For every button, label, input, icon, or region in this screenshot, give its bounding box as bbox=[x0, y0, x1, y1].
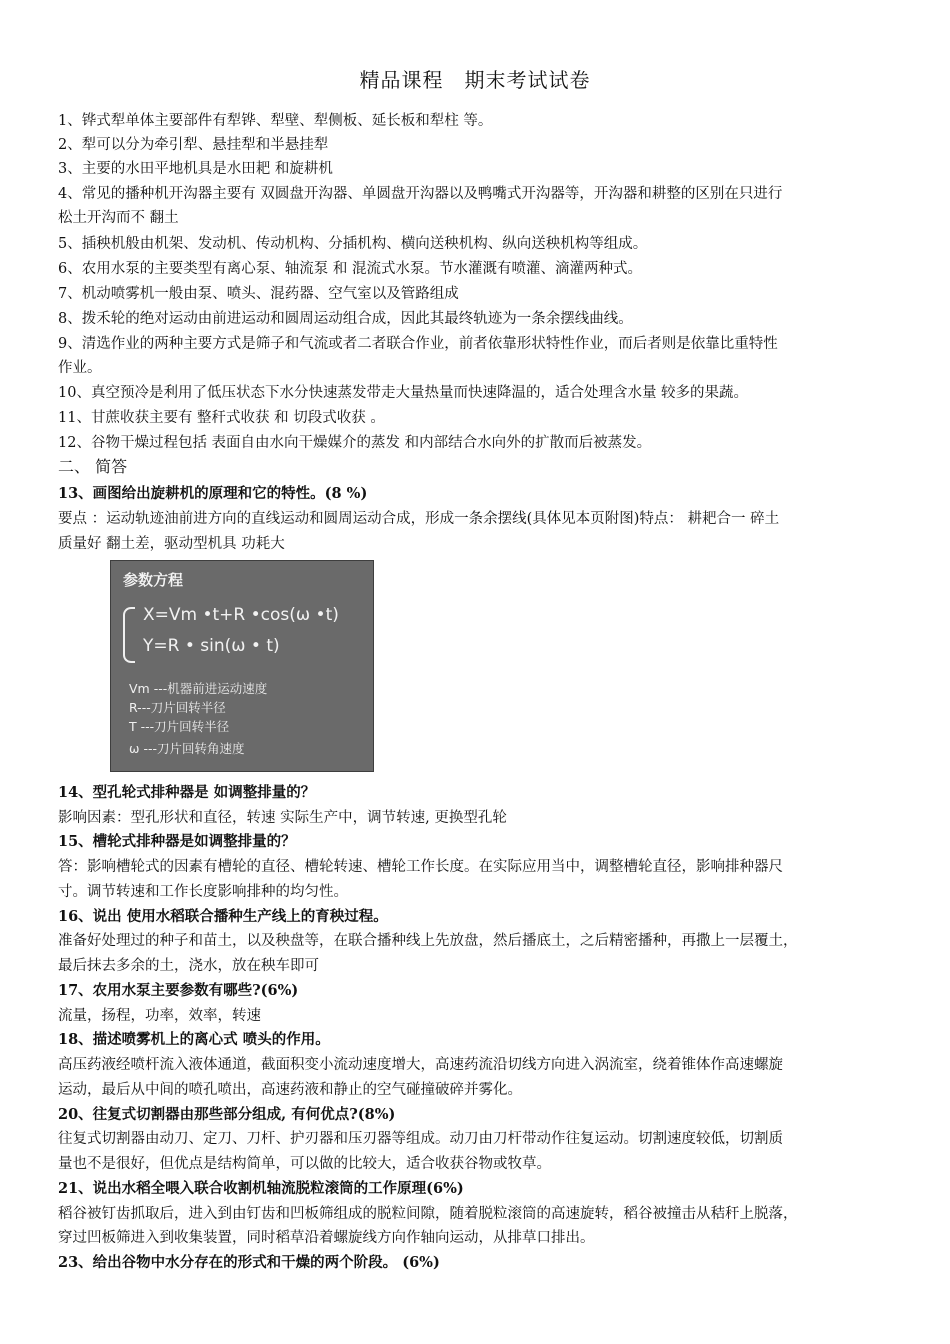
question-heading: 14、型孔轮式排种器是 如调整排量的？ bbox=[58, 784, 316, 801]
answer-line: 运动，最后从中间的喷孔喷出，高速药液和静止的空气碰撞破碎并雾化。 bbox=[58, 1082, 522, 1098]
question-line: 11、甘蔗收获主要有 整秆式收获 和 切段式收获 。 bbox=[58, 410, 385, 426]
question-heading: 16、说出 使用水稻联合播种生产线上的育秧过程。 bbox=[58, 908, 388, 925]
question-line: 5、插秧机般由机架、发动机、传动机构、分插机构、横向送秧机构、纵向送秧机构等组成。 bbox=[58, 236, 648, 252]
question-line: 松土开沟而不 翻土 bbox=[58, 210, 179, 226]
question-line: 6、农用水泵的主要类型有离心泵、轴流泵 和 混流式水泵。节水灌溉有喷灌、滴灌两种式。 bbox=[58, 261, 642, 277]
question-line: 10、真空预冷是利用了低压状态下水分快速蒸发带走大量热量而快速降温的，适合处理含水量 较多的果蔬。 bbox=[58, 385, 749, 401]
question-heading: 18、描述喷雾机上的离心式 喷头的作用。 bbox=[58, 1031, 330, 1048]
answer-line: 穿过凹板筛进入到收集装置，同时稻草沿着螺旋线方向作轴向运动，从排草口排出。 bbox=[58, 1230, 595, 1246]
legend-item: Vm ---机器前进运动速度 bbox=[129, 681, 268, 696]
question-heading: 17、农用水泵主要参数有哪些?(6%) bbox=[58, 982, 299, 999]
question-line: 9、清选作业的两种主要方式是筛子和气流或者二者联合作业，前者依靠形状特性作业，而后者则是依靠比重特性 bbox=[58, 336, 778, 352]
question-heading: 15、槽轮式排种器是如调整排量的？ bbox=[58, 833, 296, 850]
page-title: 精品课程 期末考试试卷 bbox=[359, 68, 591, 92]
answer-line: 往复式切割器由动刀、定刀、刀杆、护刃器和压刃器等组成。动刀由刀杆带动作往复运动。切割速度较低，切割质 bbox=[58, 1131, 783, 1147]
brace-icon bbox=[123, 607, 135, 663]
question-line: 12、谷物干燥过程包括 表面自由水向干燥媒介的蒸发 和内部结合水向外的扩散而后被蒸发。 bbox=[58, 435, 652, 451]
legend-item: R---刀片回转半径 bbox=[129, 700, 226, 715]
legend-item: T ---刀片回转半径 bbox=[129, 719, 230, 734]
answer-line: 要点 ：运动轨迹油前进方向的直线运动和圆周运动合成，形成一条余摆线(具体见本页附图)特点： 耕耙合一 碎土 bbox=[58, 511, 780, 527]
question-line: 1、铧式犁单体主要部件有犁铧、犁壁、犁侧板、延长板和犁柱 等。 bbox=[58, 113, 493, 129]
section-heading: 二、 简答 bbox=[58, 457, 128, 476]
answer-line: 质量好 翻土差，驱动型机具 功耗大 bbox=[58, 536, 285, 552]
figure-title: 参数方程 bbox=[123, 571, 184, 589]
answer-line: 影响因素：型孔形状和直径，转速 实际生产中，调节转速, 更换型孔轮 bbox=[58, 810, 507, 826]
rotary-tiller-equation-figure bbox=[110, 560, 374, 772]
question-line: 作业。 bbox=[58, 360, 102, 376]
question-line: 8、拨禾轮的绝对运动由前进运动和圆周运动组合成，因此其最终轨迹为一条余摆线曲线。 bbox=[58, 311, 633, 327]
question-line: 2、犁可以分为牵引犁、悬挂犁和半悬挂犁 bbox=[58, 137, 329, 153]
answer-line: 答：影响槽轮式的因素有槽轮的直径、槽轮转速、槽轮工作长度。在实际应用当中，调整槽轮直径，影响排种器尺 bbox=[58, 859, 783, 875]
legend-item: ω ---刀片回转角速度 bbox=[129, 741, 245, 756]
question-line: 4、常见的播种机开沟器主要有 双圆盘开沟器、单圆盘开沟器以及鸭嘴式开沟器等，开沟器和耕整的区别在只进行 bbox=[58, 186, 783, 202]
equation-y: Y=R • sin(ω • t) bbox=[143, 636, 280, 656]
answer-line: 稻谷被钉齿抓取后，进入到由钉齿和凹板筛组成的脱粒间隙，随着脱粒滚筒的高速旋转，稻谷被撞击从秸秆上脱落， bbox=[58, 1206, 798, 1222]
answer-line: 准备好处理过的种子和苗土，以及秧盘等，在联合播种线上先放盘，然后播底土，之后精密播种，再撒上一层覆土， bbox=[58, 933, 798, 949]
question-line: 3、主要的水田平地机具是水田耙 和旋耕机 bbox=[58, 161, 333, 177]
answer-line: 寸。调节转速和工作长度影响排种的均匀性。 bbox=[58, 884, 348, 900]
equation-x: X=Vm •t+R •cos(ω •t) bbox=[143, 605, 339, 625]
question-heading: 23、给出谷物中水分存在的形式和干燥的两个阶段。 (6%) bbox=[58, 1254, 440, 1271]
answer-line: 高压药液经喷杆流入液体通道，截面积变小流动速度增大，高速药流沿切线方向进入涡流室，绕着锥体作高速螺旋 bbox=[58, 1057, 783, 1073]
question-line: 7、机动喷雾机一般由泵、喷头、混药器、空气室以及管路组成 bbox=[58, 286, 459, 302]
question-heading: 21、说出水稻全喂入联合收割机轴流脱粒滚筒的工作原理(6%) bbox=[58, 1180, 464, 1197]
answer-line: 最后抹去多余的土，浇水，放在秧车即可 bbox=[58, 958, 319, 974]
answer-line: 量也不是很好，但优点是结构简单，可以做的比较大，适合收获谷物或牧草。 bbox=[58, 1156, 551, 1172]
question-heading: 20、往复式切割器由那些部分组成, 有何优点?(8%) bbox=[58, 1106, 396, 1123]
question-heading: 13、画图给出旋耕机的原理和它的特性。(8 %) bbox=[58, 485, 368, 502]
answer-line: 流量，扬程，功率，效率，转速 bbox=[58, 1008, 261, 1024]
